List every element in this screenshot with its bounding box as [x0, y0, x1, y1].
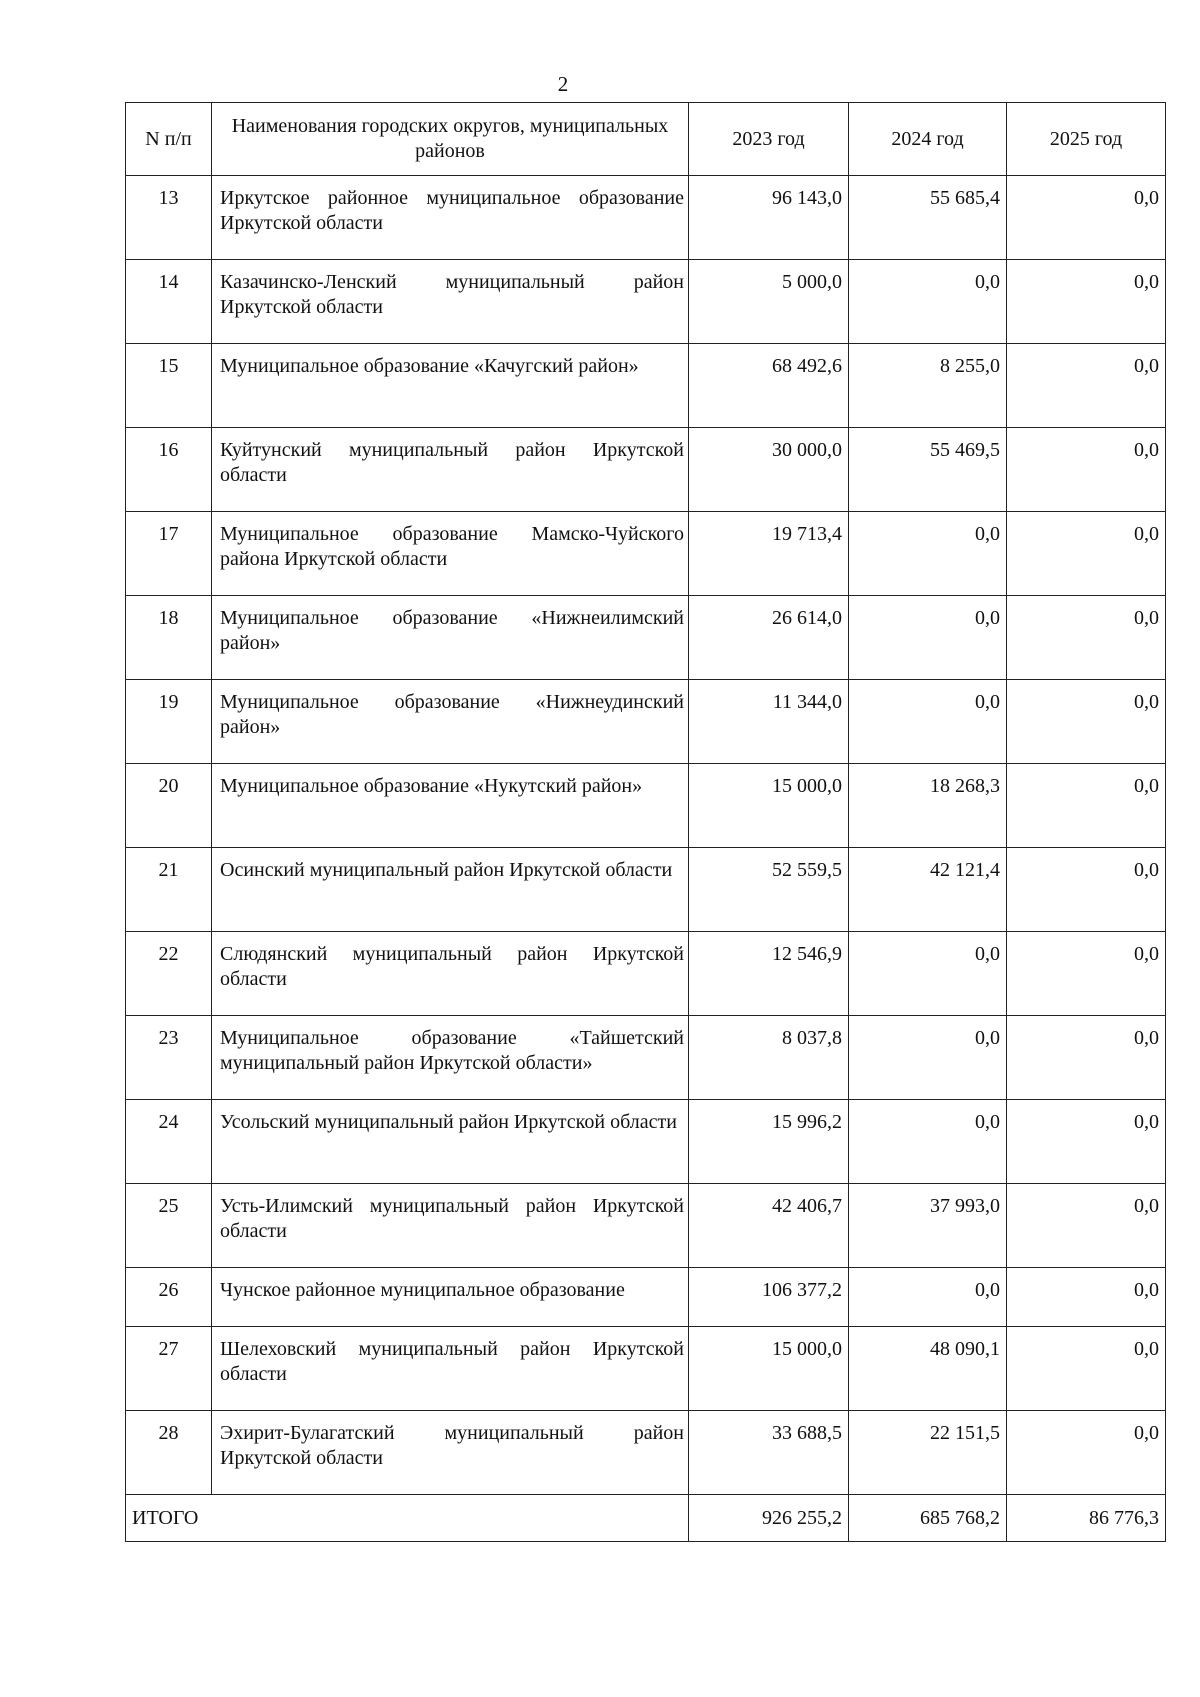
table-row — [126, 596, 1166, 680]
table-row — [126, 1016, 1166, 1100]
row-2023: 12 546,9 — [689, 932, 849, 1016]
row-2023: 15 000,0 — [689, 764, 849, 848]
header-2023: 2023 год — [689, 103, 849, 176]
row-2024: 0,0 — [849, 512, 1007, 596]
row-2025: 0,0 — [1007, 512, 1166, 596]
row-2023: 42 406,7 — [689, 1184, 849, 1268]
total-2023: 926 255,2 — [689, 1495, 849, 1542]
table-row — [126, 1411, 1166, 1495]
row-2023: 15 996,2 — [689, 1100, 849, 1184]
row-2024: 0,0 — [849, 596, 1007, 680]
row-2023: 26 614,0 — [689, 596, 849, 680]
row-num: 22 — [126, 932, 212, 1016]
table-row — [126, 1184, 1166, 1268]
row-2025: 0,0 — [1007, 1268, 1166, 1327]
table-row — [126, 344, 1166, 428]
row-2024: 18 268,3 — [849, 764, 1007, 848]
row-2025: 0,0 — [1007, 1411, 1166, 1495]
row-2024: 8 255,0 — [849, 344, 1007, 428]
row-name: Чунское районное муниципальное образование — [212, 1268, 689, 1327]
row-num: 13 — [126, 176, 212, 260]
budget-table — [125, 102, 1166, 1542]
row-2025: 0,0 — [1007, 176, 1166, 260]
row-2023: 8 037,8 — [689, 1016, 849, 1100]
row-2025: 0,0 — [1007, 596, 1166, 680]
row-2024: 0,0 — [849, 260, 1007, 344]
row-num: 28 — [126, 1411, 212, 1495]
row-2024: 42 121,4 — [849, 848, 1007, 932]
row-2024: 0,0 — [849, 680, 1007, 764]
table-row — [126, 512, 1166, 596]
row-2023: 11 344,0 — [689, 680, 849, 764]
total-label: ИТОГО — [126, 1495, 689, 1542]
row-num: 15 — [126, 344, 212, 428]
table-row — [126, 260, 1166, 344]
row-2023: 52 559,5 — [689, 848, 849, 932]
row-2023: 15 000,0 — [689, 1327, 849, 1411]
table-header-row — [126, 103, 1166, 176]
row-2023: 19 713,4 — [689, 512, 849, 596]
table-row — [126, 764, 1166, 848]
row-2023: 106 377,2 — [689, 1268, 849, 1327]
header-2025: 2025 год — [1007, 103, 1166, 176]
row-num: 14 — [126, 260, 212, 344]
row-num: 25 — [126, 1184, 212, 1268]
header-2024: 2024 год — [849, 103, 1007, 176]
row-2025: 0,0 — [1007, 1016, 1166, 1100]
table-row — [126, 1327, 1166, 1411]
row-name: Шелеховский муниципальный район Иркутской области — [212, 1327, 689, 1411]
row-2025: 0,0 — [1007, 680, 1166, 764]
row-name: Муниципальное образование «Тайшетский муниципальный район Иркутской области» — [212, 1016, 689, 1100]
row-name: Эхирит-Булагатский муниципальный район Иркутской области — [212, 1411, 689, 1495]
header-name: Наименования городских округов, муниципальных районов — [212, 103, 689, 176]
row-name: Иркутское районное муниципальное образование Иркутской области — [212, 176, 689, 260]
row-2025: 0,0 — [1007, 1184, 1166, 1268]
row-2025: 0,0 — [1007, 764, 1166, 848]
row-2025: 0,0 — [1007, 344, 1166, 428]
table-row — [126, 932, 1166, 1016]
row-num: 24 — [126, 1100, 212, 1184]
total-2024: 685 768,2 — [849, 1495, 1007, 1542]
row-2024: 0,0 — [849, 1100, 1007, 1184]
table-row — [126, 428, 1166, 512]
row-2023: 68 492,6 — [689, 344, 849, 428]
row-2024: 0,0 — [849, 1268, 1007, 1327]
row-name: Слюдянский муниципальный район Иркутской области — [212, 932, 689, 1016]
total-row — [126, 1495, 1166, 1542]
row-2023: 33 688,5 — [689, 1411, 849, 1495]
row-num: 19 — [126, 680, 212, 764]
row-2023: 5 000,0 — [689, 260, 849, 344]
row-num: 26 — [126, 1268, 212, 1327]
row-name: Усольский муниципальный район Иркутской области — [212, 1100, 689, 1184]
row-2023: 30 000,0 — [689, 428, 849, 512]
total-2025: 86 776,3 — [1007, 1495, 1166, 1542]
table-row — [126, 1100, 1166, 1184]
row-name: Муниципальное образование «Качугский район» — [212, 344, 689, 428]
row-num: 20 — [126, 764, 212, 848]
row-2024: 55 469,5 — [849, 428, 1007, 512]
row-2024: 0,0 — [849, 932, 1007, 1016]
row-num: 18 — [126, 596, 212, 680]
row-name: Куйтунский муниципальный район Иркутской области — [212, 428, 689, 512]
row-2025: 0,0 — [1007, 932, 1166, 1016]
row-name: Муниципальное образование Мамско-Чуйского района Иркутской области — [212, 512, 689, 596]
table-row — [126, 176, 1166, 260]
table-row — [126, 1268, 1166, 1327]
row-name: Муниципальное образование «Нижнеудинский район» — [212, 680, 689, 764]
row-name: Муниципальное образование «Нижнеилимский район» — [212, 596, 689, 680]
row-name: Казачинско-Ленский муниципальный район Иркутской области — [212, 260, 689, 344]
row-num: 27 — [126, 1327, 212, 1411]
row-2024: 0,0 — [849, 1016, 1007, 1100]
row-num: 17 — [126, 512, 212, 596]
page-number: 2 — [557, 72, 569, 96]
table-row — [126, 680, 1166, 764]
row-2024: 37 993,0 — [849, 1184, 1007, 1268]
row-name: Усть-Илимский муниципальный район Иркутской области — [212, 1184, 689, 1268]
row-num: 16 — [126, 428, 212, 512]
header-num: N п/п — [126, 103, 212, 176]
row-2025: 0,0 — [1007, 260, 1166, 344]
row-2025: 0,0 — [1007, 1327, 1166, 1411]
row-2023: 96 143,0 — [689, 176, 849, 260]
row-num: 23 — [126, 1016, 212, 1100]
row-2025: 0,0 — [1007, 1100, 1166, 1184]
row-2025: 0,0 — [1007, 428, 1166, 512]
row-num: 21 — [126, 848, 212, 932]
row-2024: 22 151,5 — [849, 1411, 1007, 1495]
table-row — [126, 848, 1166, 932]
row-2024: 55 685,4 — [849, 176, 1007, 260]
row-2024: 48 090,1 — [849, 1327, 1007, 1411]
row-name: Осинский муниципальный район Иркутской области — [212, 848, 689, 932]
row-name: Муниципальное образование «Нукутский район» — [212, 764, 689, 848]
row-2025: 0,0 — [1007, 848, 1166, 932]
